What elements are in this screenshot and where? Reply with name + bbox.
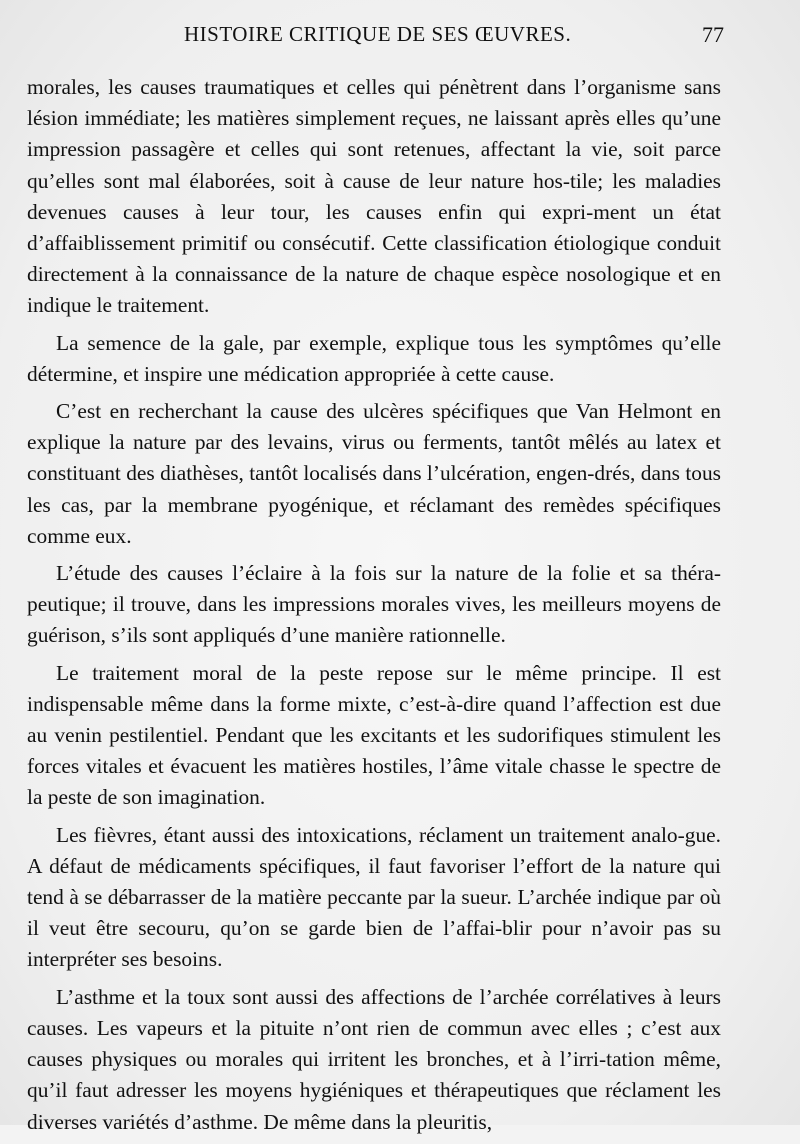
running-title: HISTOIRE CRITIQUE DE SES ŒUVRES. xyxy=(184,22,572,46)
paragraph: C’est en recherchant la cause des ulcères spécifiques que Van Helmont en explique la nature par des levains, virus ou ferments, tantôt mêlés au latex et constituant des diathèses, tantôt localisés dans l’ulcération, engen-drés, dans tous les cas, par la membrane pyogénique, et réclamant des remèdes spécifiques comme eux. xyxy=(27,399,721,548)
body-text xyxy=(27,72,721,1144)
paragraph: morales, les causes traumatiques et celles qui pénètrent dans l’organisme sans lésion immédiate; les matières simplement reçues, ne laissant après elles qu’une impression passagère et celles qui sont retenues, affectant la vie, soit parce qu’elles sont mal élaborées, soit à cause de leur nature hos-tile; les maladies devenues causes à leur tour, les causes enfin qui expri-ment un état d’affaiblissement primitif ou consécutif. Cette classification étiologique conduit directement à la connaissance de la nature de chaque espèce nosologique et en indique le traitement. xyxy=(27,75,721,318)
paragraph: Le traitement moral de la peste repose sur le même principe. Il est indispensable même dans la forme mixte, c’est-à-dire quand l’affection est due au venin pestilentiel. Pendant que les excitants et les sudorifiques stimulent les forces vitales et évacuent les matières hostiles, l’âme vitale chasse le spectre de la peste de son imagination. xyxy=(27,660,721,810)
paragraph: L’asthme et la toux sont aussi des affections de l’archée corrélatives à leurs causes. Les vapeurs et la pituite n’ont rien de commun avec elles ; c’est aux causes physiques ou morales qui irritent les bronches, et à l’irri-tation même, qu’il faut adresser les moyens hygiéniques et thérapeutiques que réclament les diverses variétés d’asthme. De même dans la pleuritis, xyxy=(27,984,721,1134)
paragraph: L’étude des causes l’éclaire à la fois sur la nature de la folie et sa théra-peutique; il trouve, dans les impressions morales vives, les meilleurs moyens de guérison, s’ils sont appliqués d’une manière rationnelle. xyxy=(27,561,721,648)
page-header xyxy=(24,22,724,52)
paragraph: Les fièvres, étant aussi des intoxications, réclament un traitement analo-gue. A défaut de médicaments spécifiques, il faut favoriser l’effort de la nature qui tend à se débarrasser de la matière peccante par la sueur. L’archée indique par où il veut être secouru, qu’on se garde bien de l’affai-blir pour n’avoir pas su interpréter ses besoins. xyxy=(27,822,721,972)
page-number: 77 xyxy=(702,22,724,47)
paragraph: La semence de la gale, par exemple, explique tous les symptômes qu’elle détermine, et inspire une médication appropriée à cette cause. xyxy=(27,330,721,386)
